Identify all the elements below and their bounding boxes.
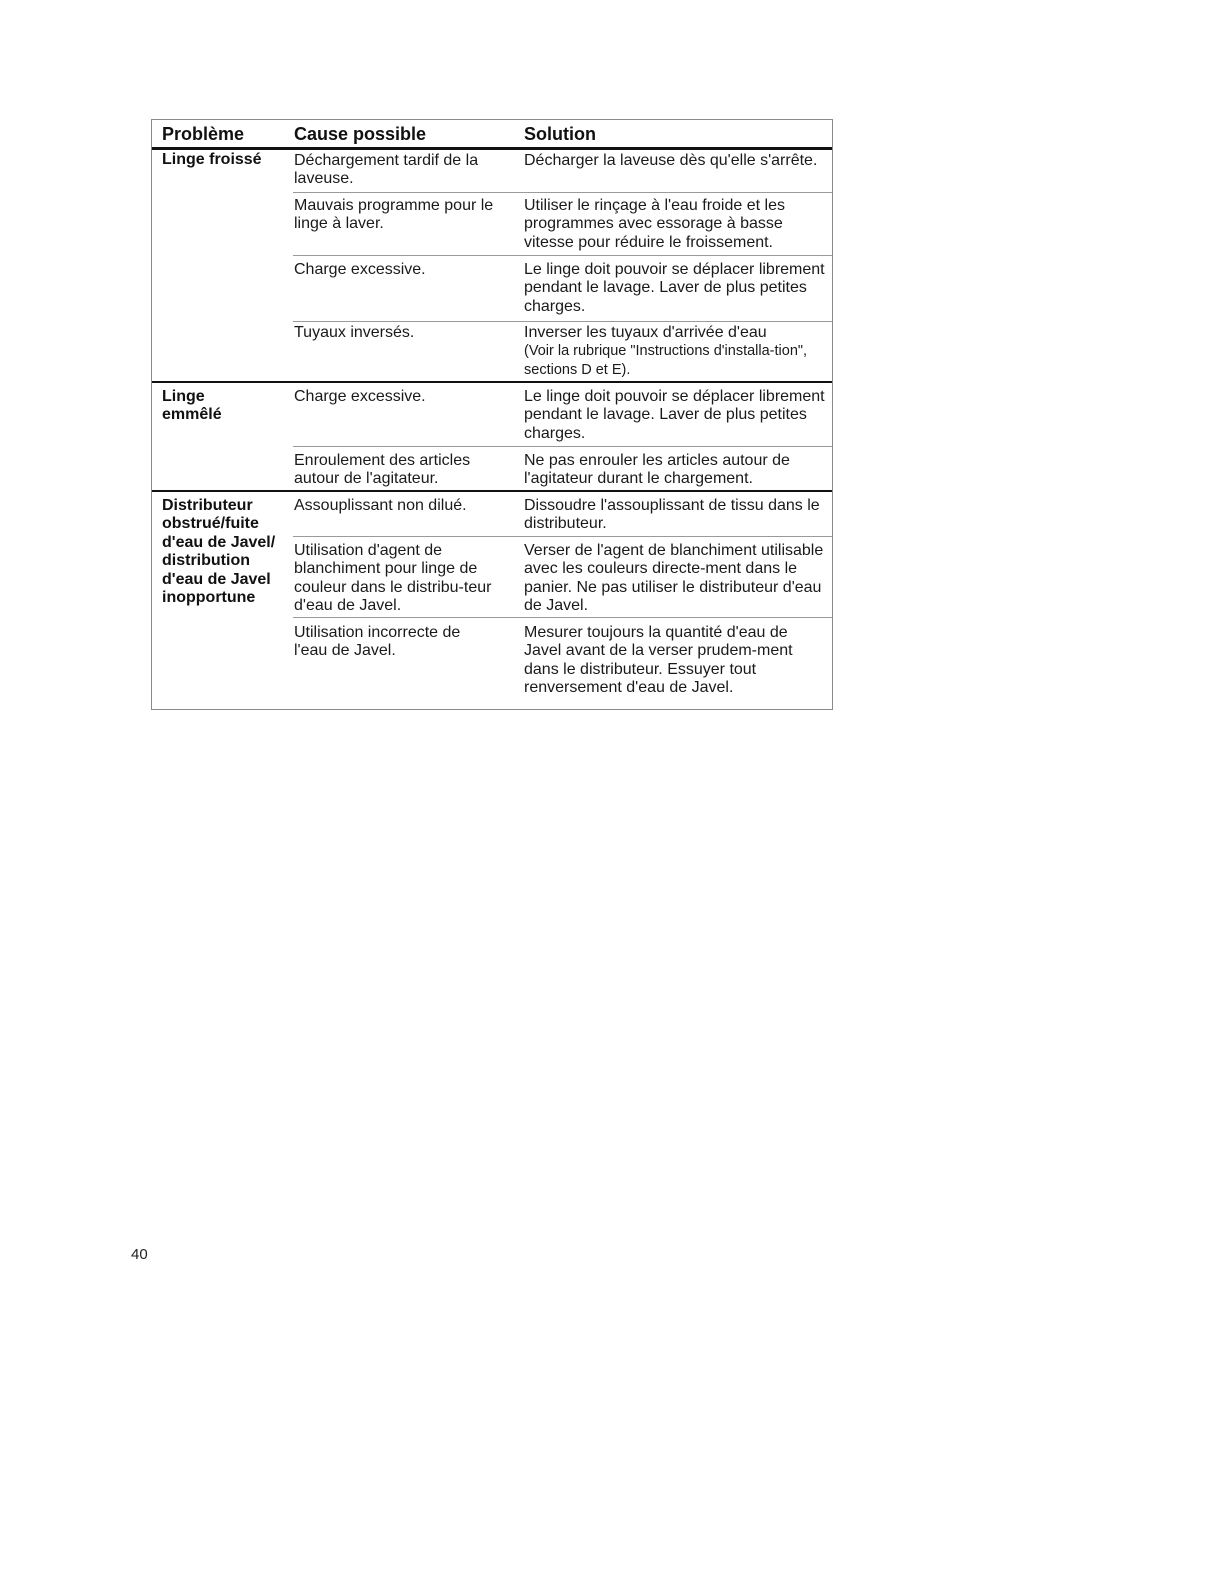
solution-cell: Verser de l'agent de blanchiment utilisable avec les couleurs directe-ment dans le panier. Ne pas utiliser le distributeur d'eau de Javel. xyxy=(524,542,824,614)
header-divider xyxy=(152,147,832,150)
problem-linge-froisse: Linge froissé xyxy=(162,151,262,168)
cause-cell: Utilisation d'agent de blanchiment pour linge de couleur dans le distribu-teur d'eau de Javel. xyxy=(294,542,492,614)
solution-cell: Utiliser le rinçage à l'eau froide et les programmes avec essorage à basse vitesse pour réduire le froissement. xyxy=(524,197,785,251)
solution-cell: Le linge doit pouvoir se déplacer librement pendant le lavage. Laver de plus petites charges. xyxy=(524,261,825,315)
cause-cell: Utilisation incorrecte de l'eau de Javel. xyxy=(294,624,461,660)
cause-cell: Charge excessive. xyxy=(294,388,426,405)
solution-cell: Décharger la laveuse dès qu'elle s'arrête. xyxy=(524,152,818,169)
solution-note: (Voir la rubrique "Instructions d'installa-tion", sections D et E). xyxy=(524,343,808,378)
header-probleme: Problème xyxy=(162,124,245,144)
page-number: 40 xyxy=(131,1246,148,1263)
solution-cell: Dissoudre l'assouplissant de tissu dans le distributeur. xyxy=(524,497,820,533)
row-divider xyxy=(293,255,832,256)
cause-cell: Enroulement des articles autour de l'agitateur. xyxy=(294,452,471,488)
row-divider xyxy=(293,617,832,618)
solution-text: Inverser les tuyaux d'arrivée d'eau xyxy=(524,324,767,341)
row-divider xyxy=(293,321,832,322)
solution-cell xyxy=(524,324,828,379)
solution-cell: Ne pas enrouler les articles autour de l'agitateur durant le chargement. xyxy=(524,452,790,488)
row-divider xyxy=(293,446,832,447)
group-divider xyxy=(152,381,832,383)
problem-linge-emmele: Linge emmêlé xyxy=(162,388,222,424)
group-divider xyxy=(152,490,832,492)
cause-cell: Tuyaux inversés. xyxy=(294,324,415,341)
row-divider xyxy=(293,192,832,193)
solution-cell: Mesurer toujours la quantité d'eau de Javel avant de la verser prudem-ment dans le distributeur. Essuyer tout renversement d'eau de Javel. xyxy=(524,624,793,696)
solution-cell: Le linge doit pouvoir se déplacer librement pendant le lavage. Laver de plus petites charges. xyxy=(524,388,825,442)
cause-cell: Assouplissant non dilué. xyxy=(294,497,467,514)
cause-cell: Charge excessive. xyxy=(294,261,426,278)
row-divider xyxy=(293,536,832,537)
problem-distributeur: Distributeur obstrué/fuite d'eau de Javel/ distribution d'eau de Javel inopportune xyxy=(162,497,276,607)
cause-cell: Déchargement tardif de la laveuse. xyxy=(294,152,479,188)
cause-cell: Mauvais programme pour le linge à laver. xyxy=(294,197,494,233)
troubleshooting-table xyxy=(151,119,833,710)
header-cause-possible: Cause possible xyxy=(294,124,427,144)
header-solution: Solution xyxy=(524,124,596,144)
